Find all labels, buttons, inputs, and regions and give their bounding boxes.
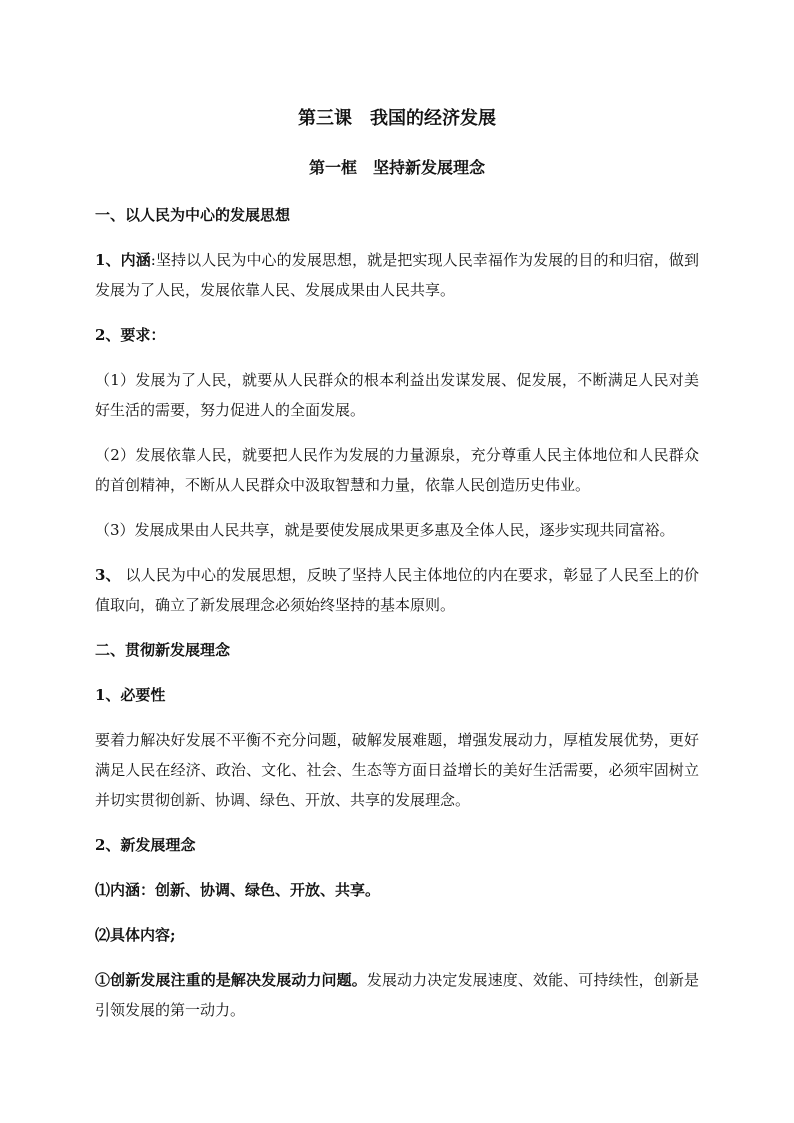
paragraph-req-2: （2）发展依靠人民，就要把人民作为发展的力量源泉，充分尊重人民主体地位和人民群众的首创精神，不断从人民群众中汲取智慧和力量，依靠人民创造历史伟业。 <box>95 446 699 494</box>
section-heading-1: 一、以人民为中心的发展思想 <box>95 206 291 224</box>
paragraph-connotation <box>95 245 699 305</box>
page-title: 第三课 我国的经济发展 <box>298 108 496 129</box>
subheading-requirements: 2、要求： <box>95 326 166 344</box>
document-body <box>95 200 699 1040</box>
paragraph-innovation <box>95 965 699 1025</box>
subheading-new-concept: 2、新发展理念 <box>95 836 196 854</box>
subheading-necessity: 1、必要性 <box>95 686 166 704</box>
paragraph-lead: 3、 <box>95 566 121 584</box>
paragraph-req-3: （3）发展成果由人民共享，就是要使发展成果更多惠及全体人民，逐步实现共同富裕。 <box>95 521 675 539</box>
paragraph-specific: ⑵具体内容; <box>95 926 176 944</box>
paragraph-req-1: （1）发展为了人民，就要从人民群众的根本利益出发谋发展、促发展，不断满足人民对美好生活的需要，努力促进人的全面发展。 <box>95 371 699 419</box>
section-heading-2: 二、贯彻新发展理念 <box>95 641 231 659</box>
page-subtitle: 第一框 坚持新发展理念 <box>308 158 485 177</box>
paragraph-necessity: 要着力解决好发展不平衡不充分问题，破解发展难题，增强发展动力，厚植发展优势，更好满足人民在经济、政治、文化、社会、生态等方面日益增长的美好生活需要，必须牢固树立并切实贯彻创新、协调、绿色、开放、共享的发展理念。 <box>95 731 699 809</box>
paragraph-connotation-list: ⑴内涵：创新、协调、绿色、开放、共享。 <box>95 881 381 899</box>
paragraph-3 <box>95 560 699 620</box>
paragraph-text: 发展动力决定发展速度、效能、可持续性，创新是引领发展的第一动力。 <box>95 971 699 1019</box>
paragraph-lead: ①创新发展注重的是解决发展动力问题。 <box>95 971 367 989</box>
paragraph-text: :坚持以人民为中心的发展思想，就是把实现人民幸福作为发展的目的和归宿，做到发展为了人民，发展依靠人民、发展成果由人民共享。 <box>95 251 700 299</box>
paragraph-text: 以人民为中心的发展思想，反映了坚持人民主体地位的内在要求，彰显了人民至上的价值取向，确立了新发展理念必须始终坚持的基本原则。 <box>95 566 700 614</box>
paragraph-lead: 1、内涵 <box>95 251 151 269</box>
